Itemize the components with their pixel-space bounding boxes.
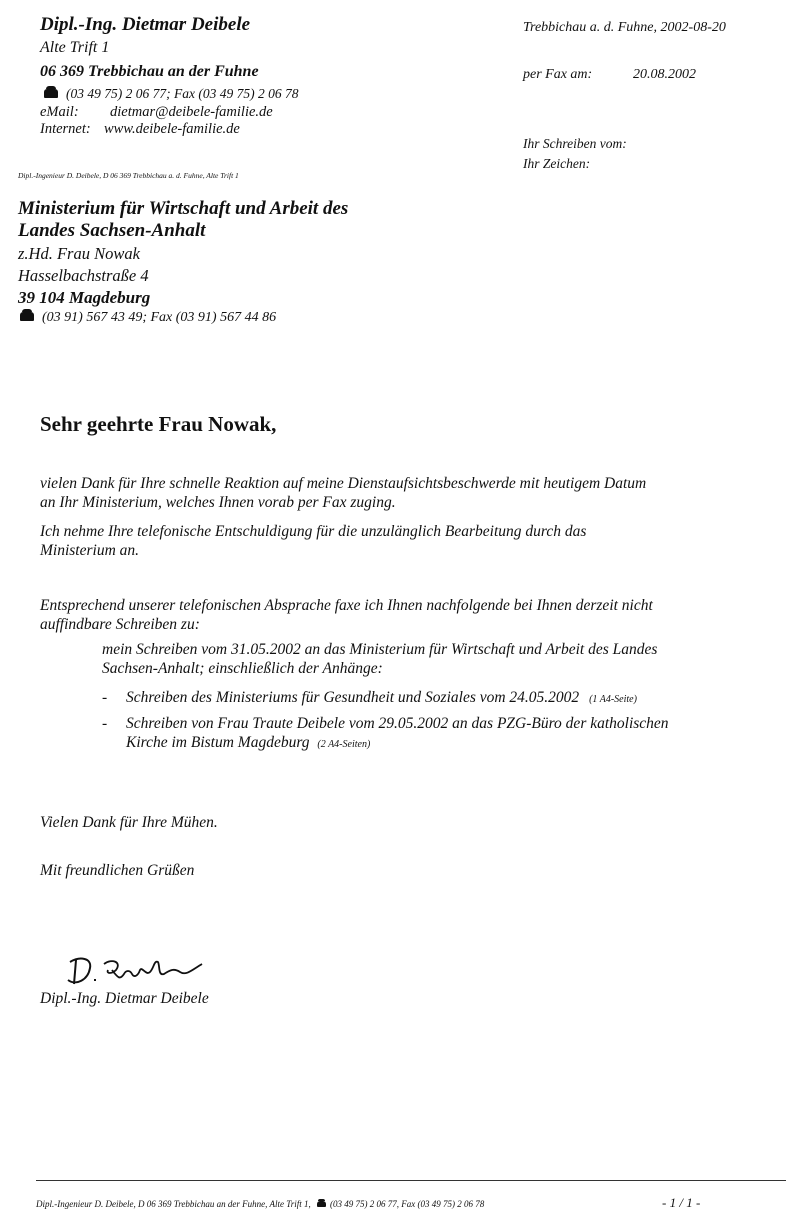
attachment-2-line-1: Schreiben von Frau Traute Deibele vom 29.05.2002 an das PZG-Büro der katholischen [126,715,669,732]
attachment-2-line-2: Kirche im Bistum Magdeburg [126,734,310,751]
handwritten-signature [62,950,222,992]
thanks-line: Vielen Dank für Ihre Mühen. [40,814,218,831]
paragraph-1-line-2: an Ihr Ministerium, welches Ihnen vorab per Fax zuging. [40,494,396,511]
fax-date: 20.08.2002 [633,67,696,82]
enclosure-main-line-2: Sachsen-Anhalt; einschließlich der Anhänge: [102,660,383,677]
telephone-icon [317,1201,326,1207]
recipient-org-line2: Landes Sachsen-Anhalt [18,220,206,241]
list-item [102,714,782,754]
paragraph-3-line-1: Entsprechend unserer telefonischen Absprache faxe ich Ihnen nachfolgende bei Ihnen derzeit nicht [40,597,653,614]
footer-address [36,1199,484,1209]
paragraph-2-line-2: Ministerium an. [40,542,140,559]
paragraph-1 [40,474,780,512]
salutation: Sehr geehrte Frau Nowak, [40,412,277,436]
paragraph-3 [40,596,780,634]
telephone-icon [20,312,34,321]
recipient-phone-line [20,307,276,328]
footer-address-part-2: (03 49 75) 2 06 77, Fax (03 49 75) 2 06 78 [329,1199,485,1209]
your-ref-label: Ihr Zeichen: [523,156,591,171]
recipient-org-line1: Ministerium für Wirtschaft und Arbeit des [18,198,349,219]
footer-address-part-1: Dipl.-Ingenieur D. Deibele, D 06 369 Trebbichau an der Fuhne, Alte Trift 1, [36,1199,311,1209]
attachment-2-line-2-wrap [126,733,782,754]
enclosure-main-line-1: mein Schreiben vom 31.05.2002 an das Ministerium für Wirtschaft und Arbeit des Landes [102,641,658,658]
recipient-street: Hasselbachstraße 4 [18,266,149,285]
sender-phone-line [44,86,298,102]
sender-street: Alte Trift 1 [40,39,110,56]
place-date: Trebbichau a. d. Fuhne, 2002-08-20 [523,20,726,35]
sender-email-label: eMail: [40,104,79,120]
attachment-1-pages: (1 A4-Seite) [589,694,637,705]
closing-line: Mit freundlichen Grüßen [40,862,195,879]
return-address: Dipl.-Ingenieur D. Deibele, D 06 369 Trebbichau a. d. Fuhne, Alte Trift 1 [18,171,239,180]
list-item [102,688,782,709]
telephone-icon [44,89,58,98]
attachment-list [102,688,782,754]
sender-phone-fax: (03 49 75) 2 06 77; Fax (03 49 75) 2 06 78 [66,86,299,101]
footer-divider [36,1180,786,1181]
sender-internet-label: Internet: [40,121,91,137]
your-letter-label: Ihr Schreiben vom: [523,136,627,151]
bullet-dash: - [102,689,108,706]
sender-internet: www.deibele-familie.de [104,121,240,137]
attachment-2-pages: (2 A4-Seiten) [317,739,371,750]
recipient-phone-fax: (03 91) 567 43 49; Fax (03 91) 567 44 86 [42,310,277,325]
paragraph-2-line-1: Ich nehme Ihre telefonische Entschuldigung für die unzulänglich Bearbeitung durch das [40,523,587,540]
attachment-1-text: Schreiben des Ministeriums für Gesundheit und Soziales vom 24.05.2002 [126,689,580,706]
sender-name: Dipl.-Ing. Dietmar Deibele [40,14,251,35]
sender-email: dietmar@deibele-familie.de [110,104,273,120]
paragraph-3-line-2: auffindbare Schreiben zu: [40,616,200,633]
bullet-dash: - [102,715,108,732]
paragraph-2 [40,522,780,560]
enclosure-list [102,640,782,678]
page-number: - 1 / 1 - [662,1195,701,1210]
recipient-city: 39 104 Magdeburg [18,288,151,307]
paragraph-1-line-1: vielen Dank für Ihre schnelle Reaktion auf meine Dienstaufsichtsbeschwerde mit heutigem Datum [40,475,647,492]
signature-name: Dipl.-Ing. Dietmar Deibele [40,990,209,1007]
sender-city: 06 369 Trebbichau an der Fuhne [40,63,259,80]
recipient-attn: z.Hd. Frau Nowak [18,244,140,263]
fax-label: per Fax am: [523,67,593,82]
